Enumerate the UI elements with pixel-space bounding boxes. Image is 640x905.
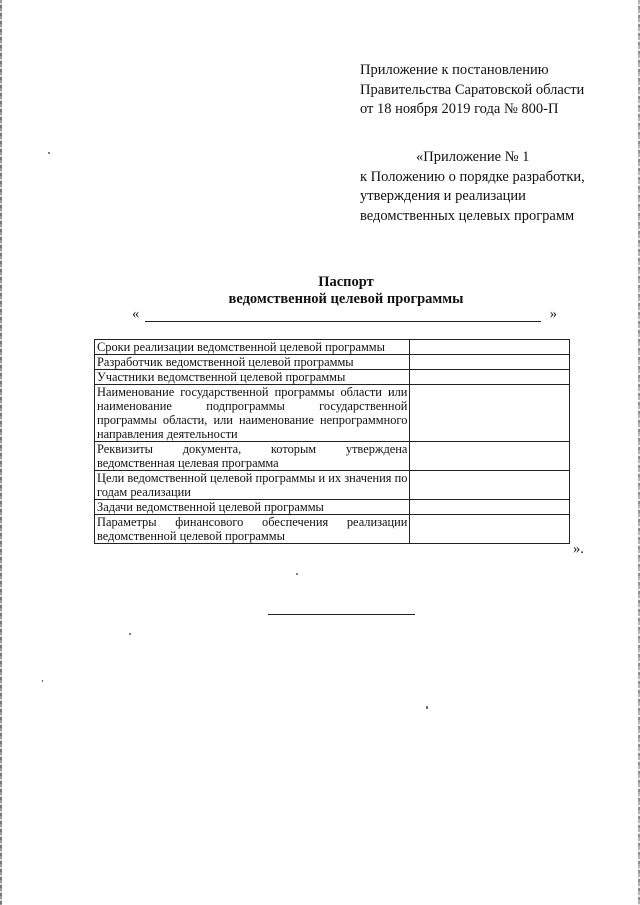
table-row <box>95 340 570 355</box>
row-label: Участники ведомственной целевой программы <box>95 370 410 385</box>
table-row <box>95 515 570 544</box>
table-row <box>95 355 570 370</box>
scan-edge-left <box>0 0 2 905</box>
table-row <box>95 500 570 515</box>
appendix-line: утверждения и реализации <box>360 188 526 204</box>
scan-speck <box>129 633 131 635</box>
row-label: Задачи ведомственной целевой программы <box>95 500 410 515</box>
scan-speck <box>296 573 298 575</box>
appendix-line: к Положению о порядке разработки, <box>360 168 585 185</box>
header-line: Приложение к постановлению <box>360 62 549 78</box>
closing-quote-mark: ». <box>573 541 584 557</box>
header-line: от 18 ноября 2019 года № 800-П <box>360 101 559 117</box>
row-label: Параметры финансового обеспечения реализации ведомственной целевой программы <box>95 515 410 544</box>
header-line: Правительства Саратовской области <box>360 81 585 98</box>
row-value-cell[interactable] <box>410 385 570 442</box>
row-label: Реквизиты документа, которым утверждена ведомственная целевая программа <box>95 442 410 471</box>
row-value-cell[interactable] <box>410 515 570 544</box>
close-quote: » <box>549 306 557 322</box>
appendix-line: ведомственных целевых программ <box>360 207 575 224</box>
document-subtitle: ведомственной целевой программы <box>228 291 464 307</box>
table-row <box>95 370 570 385</box>
row-value-cell[interactable] <box>410 442 570 471</box>
row-value-cell[interactable] <box>410 340 570 355</box>
row-value-cell[interactable] <box>410 355 570 370</box>
document-title: Паспорт <box>318 274 374 290</box>
row-label: Наименование государственной программы области или наименование подпрограммы государственной программы области, или наименование непрограммного направления деятельности <box>95 385 410 442</box>
resolution-header <box>360 61 620 120</box>
program-name-field[interactable] <box>132 306 557 326</box>
appendix-header <box>360 148 630 226</box>
scan-speck <box>42 680 43 682</box>
end-separator-line <box>268 614 415 615</box>
program-name-blank-line <box>145 321 541 322</box>
scan-speck <box>426 706 428 709</box>
row-label: Разработчик ведомственной целевой программы <box>95 355 410 370</box>
row-value-cell[interactable] <box>410 471 570 500</box>
table-row <box>95 471 570 500</box>
scan-speck <box>48 152 50 154</box>
table-row <box>95 385 570 442</box>
row-value-cell[interactable] <box>410 370 570 385</box>
row-label: Сроки реализации ведомственной целевой программы <box>95 340 410 355</box>
appendix-line: «Приложение № 1 <box>416 149 530 165</box>
passport-table <box>94 339 570 544</box>
row-label: Цели ведомственной целевой программы и их значения по годам реализации <box>95 471 410 500</box>
row-value-cell[interactable] <box>410 500 570 515</box>
open-quote: « <box>132 306 140 322</box>
table-row <box>95 442 570 471</box>
